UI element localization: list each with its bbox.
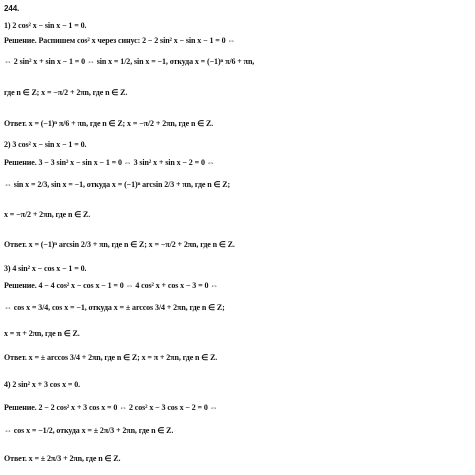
task-4-answer: Ответ. x = ± 2π/3 + 2πn, где n ∈ Z. bbox=[4, 454, 121, 463]
task-3-solution-line-2: ⇔ cos x = 3/4, cos x = −1, откуда x = ± arccos 3/4 + 2πn, где n ∈ Z; bbox=[4, 303, 225, 312]
task-2-answer: Ответ. x = (−1)ⁿ arcsin 2/3 + πn, где n ∈ Z; x = −π/2 + 2πn, где n ∈ Z. bbox=[4, 240, 235, 249]
task-1-solution-line-3: где n ∈ Z; x = −π/2 + 2πn, где n ∈ Z. bbox=[4, 88, 128, 97]
task-2-solution-line-3: x = −π/2 + 2πn, где n ∈ Z. bbox=[4, 210, 91, 219]
task-1-answer: Ответ. x = (−1)ⁿ π/6 + πn, где n ∈ Z; x = −π/2 + 2πn, где n ∈ Z. bbox=[4, 119, 214, 128]
task-3-answer: Ответ. x = ± arccos 3/4 + 2πn, где n ∈ Z; x = π + 2πn, где n ∈ Z. bbox=[4, 353, 218, 362]
task-3-statement: 3) 4 sin² x − cos x − 1 = 0. bbox=[4, 264, 87, 273]
problem-number: 244. bbox=[4, 4, 20, 13]
task-2-solution-line-1: Решение. 3 − 3 sin² x − sin x − 1 = 0 ⇔ 3 sin² x + sin x − 2 = 0 ⇔ bbox=[4, 158, 215, 167]
task-1-solution-line-1: Решение. Распишем cos² x через синус: 2 − 2 sin² x − sin x − 1 = 0 ⇔ bbox=[4, 36, 236, 45]
task-1-solution-line-2: ⇔ 2 sin² x + sin x − 1 = 0 ⇔ sin x = 1/2, sin x = −1, откуда x = (−1)ⁿ π/6 + πn, bbox=[4, 57, 255, 66]
task-4-statement: 4) 2 sin² x + 3 cos x = 0. bbox=[4, 380, 81, 389]
task-4-solution-line-1: Решение. 2 − 2 cos² x + 3 cos x = 0 ⇔ 2 cos² x − 3 cos x − 2 = 0 ⇔ bbox=[4, 403, 218, 412]
task-4-solution-line-2: ⇔ cos x = −1/2, откуда x = ± 2π/3 + 2πn, где n ∈ Z. bbox=[4, 426, 174, 435]
task-2-solution-line-2: ⇔ sin x = 2/3, sin x = −1, откуда x = (−1)ⁿ arcsin 2/3 + πn, где n ∈ Z; bbox=[4, 180, 231, 189]
task-3-solution-line-3: x = π + 2πn, где n ∈ Z. bbox=[4, 329, 80, 338]
task-1-statement: 1) 2 cos² x − sin x − 1 = 0. bbox=[4, 21, 87, 30]
task-2-statement: 2) 3 cos² x − sin x − 1 = 0. bbox=[4, 140, 87, 149]
task-3-solution-line-1: Решение. 4 − 4 cos² x − cos x − 1 = 0 ⇔ 4 cos² x + cos x − 3 = 0 ⇔ bbox=[4, 281, 219, 290]
